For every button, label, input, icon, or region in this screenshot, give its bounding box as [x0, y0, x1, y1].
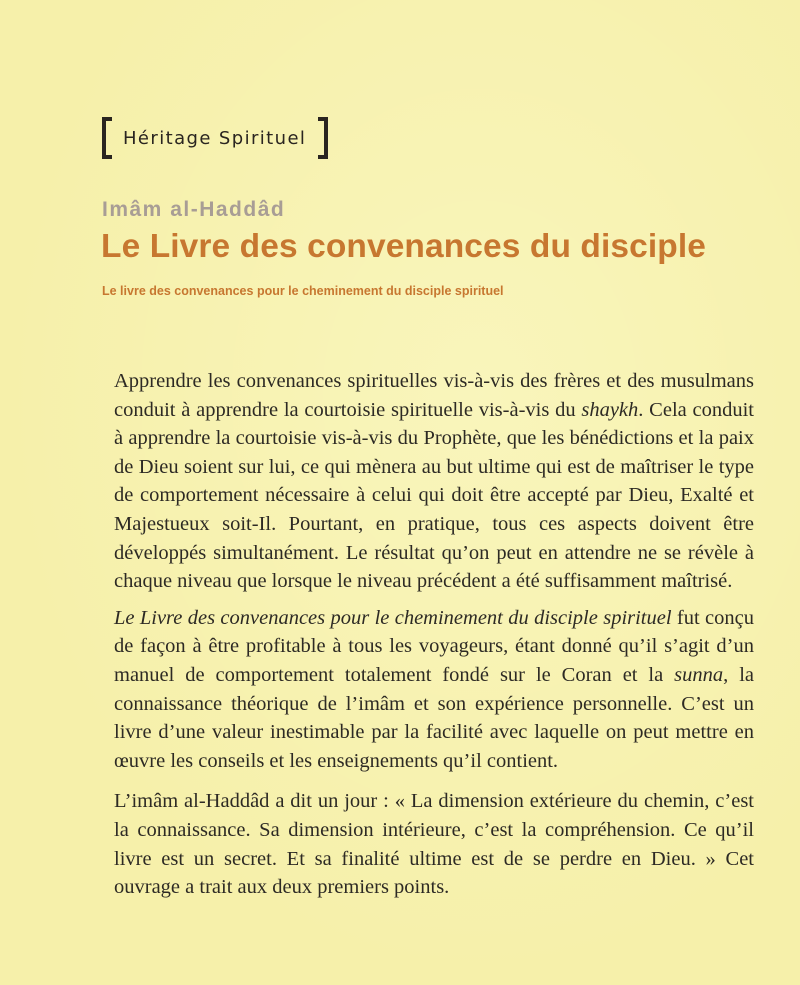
- paragraph-2-part-b: fut conçu de façon à être profitable à tous les voyageurs, étant donné qu’il s’agit d’un manuel de comportement totalement fondé sur le Coran et la: [114, 606, 754, 686]
- paragraph-2-italic-title: Le Livre des convenances pour le cheminement du disciple spirituel: [114, 606, 672, 629]
- left-bracket: [102, 117, 112, 159]
- paragraph-1-part-a: Apprendre les convenances spirituelles vis-à-vis des frères et des musulmans conduit à apprendre la courtoisie spirituelle vis-à-vis du: [114, 370, 754, 421]
- series-label: Héritage Spirituel: [123, 127, 307, 149]
- paragraph-2: [114, 604, 754, 776]
- book-title: Le Livre des convenances du disciple: [101, 228, 706, 265]
- right-bracket: [318, 117, 328, 159]
- paragraph-2-italic-sunna: sunna: [674, 663, 724, 686]
- paragraph-1-italic-shaykh: shaykh: [581, 398, 639, 421]
- book-subtitle: Le livre des convenances pour le cheminement du disciple spirituel: [102, 284, 504, 298]
- author-name: Imâm al-Haddâd: [102, 198, 286, 221]
- description-text: [114, 367, 754, 910]
- paragraph-2-part-d: , la connaissance théorique de l’imâm et son expérience personnelle. C’est un livre d’une valeur inestimable par la facilité avec laquelle on peut mettre en œuvre les conseils et les enseignements qu’il contient.: [114, 663, 754, 772]
- series-heading: [102, 116, 328, 160]
- paragraph-1-part-c: . Cela conduit à apprendre la courtoisie vis-à-vis du Prophète, que les bénédictions et la paix de Dieu soient sur lui, ce qui mènera au but ultime qui est de maîtriser le type de comportement nécessaire à celui qui doit être accepté par Dieu, Exalté et Majestueux soit-Il. Pourtant, en pratique, tous ces aspects doivent être développés simultanément. Le résultat qu’on peut en attendre ne se révèle à chaque niveau que lorsque le niveau précédent a été suffisamment maîtrisé.: [114, 398, 754, 593]
- paragraph-1: [114, 367, 754, 596]
- paragraph-3: L’imâm al-Haddâd a dit un jour : « La dimension extérieure du chemin, c’est la connaissance. Sa dimension intérieure, c’est la compréhension. Ce qu’il livre est un secret. Et sa finalité ultime est de se perdre en Dieu. » Cet ouvrage a trait aux deux premiers points.: [114, 790, 754, 899]
